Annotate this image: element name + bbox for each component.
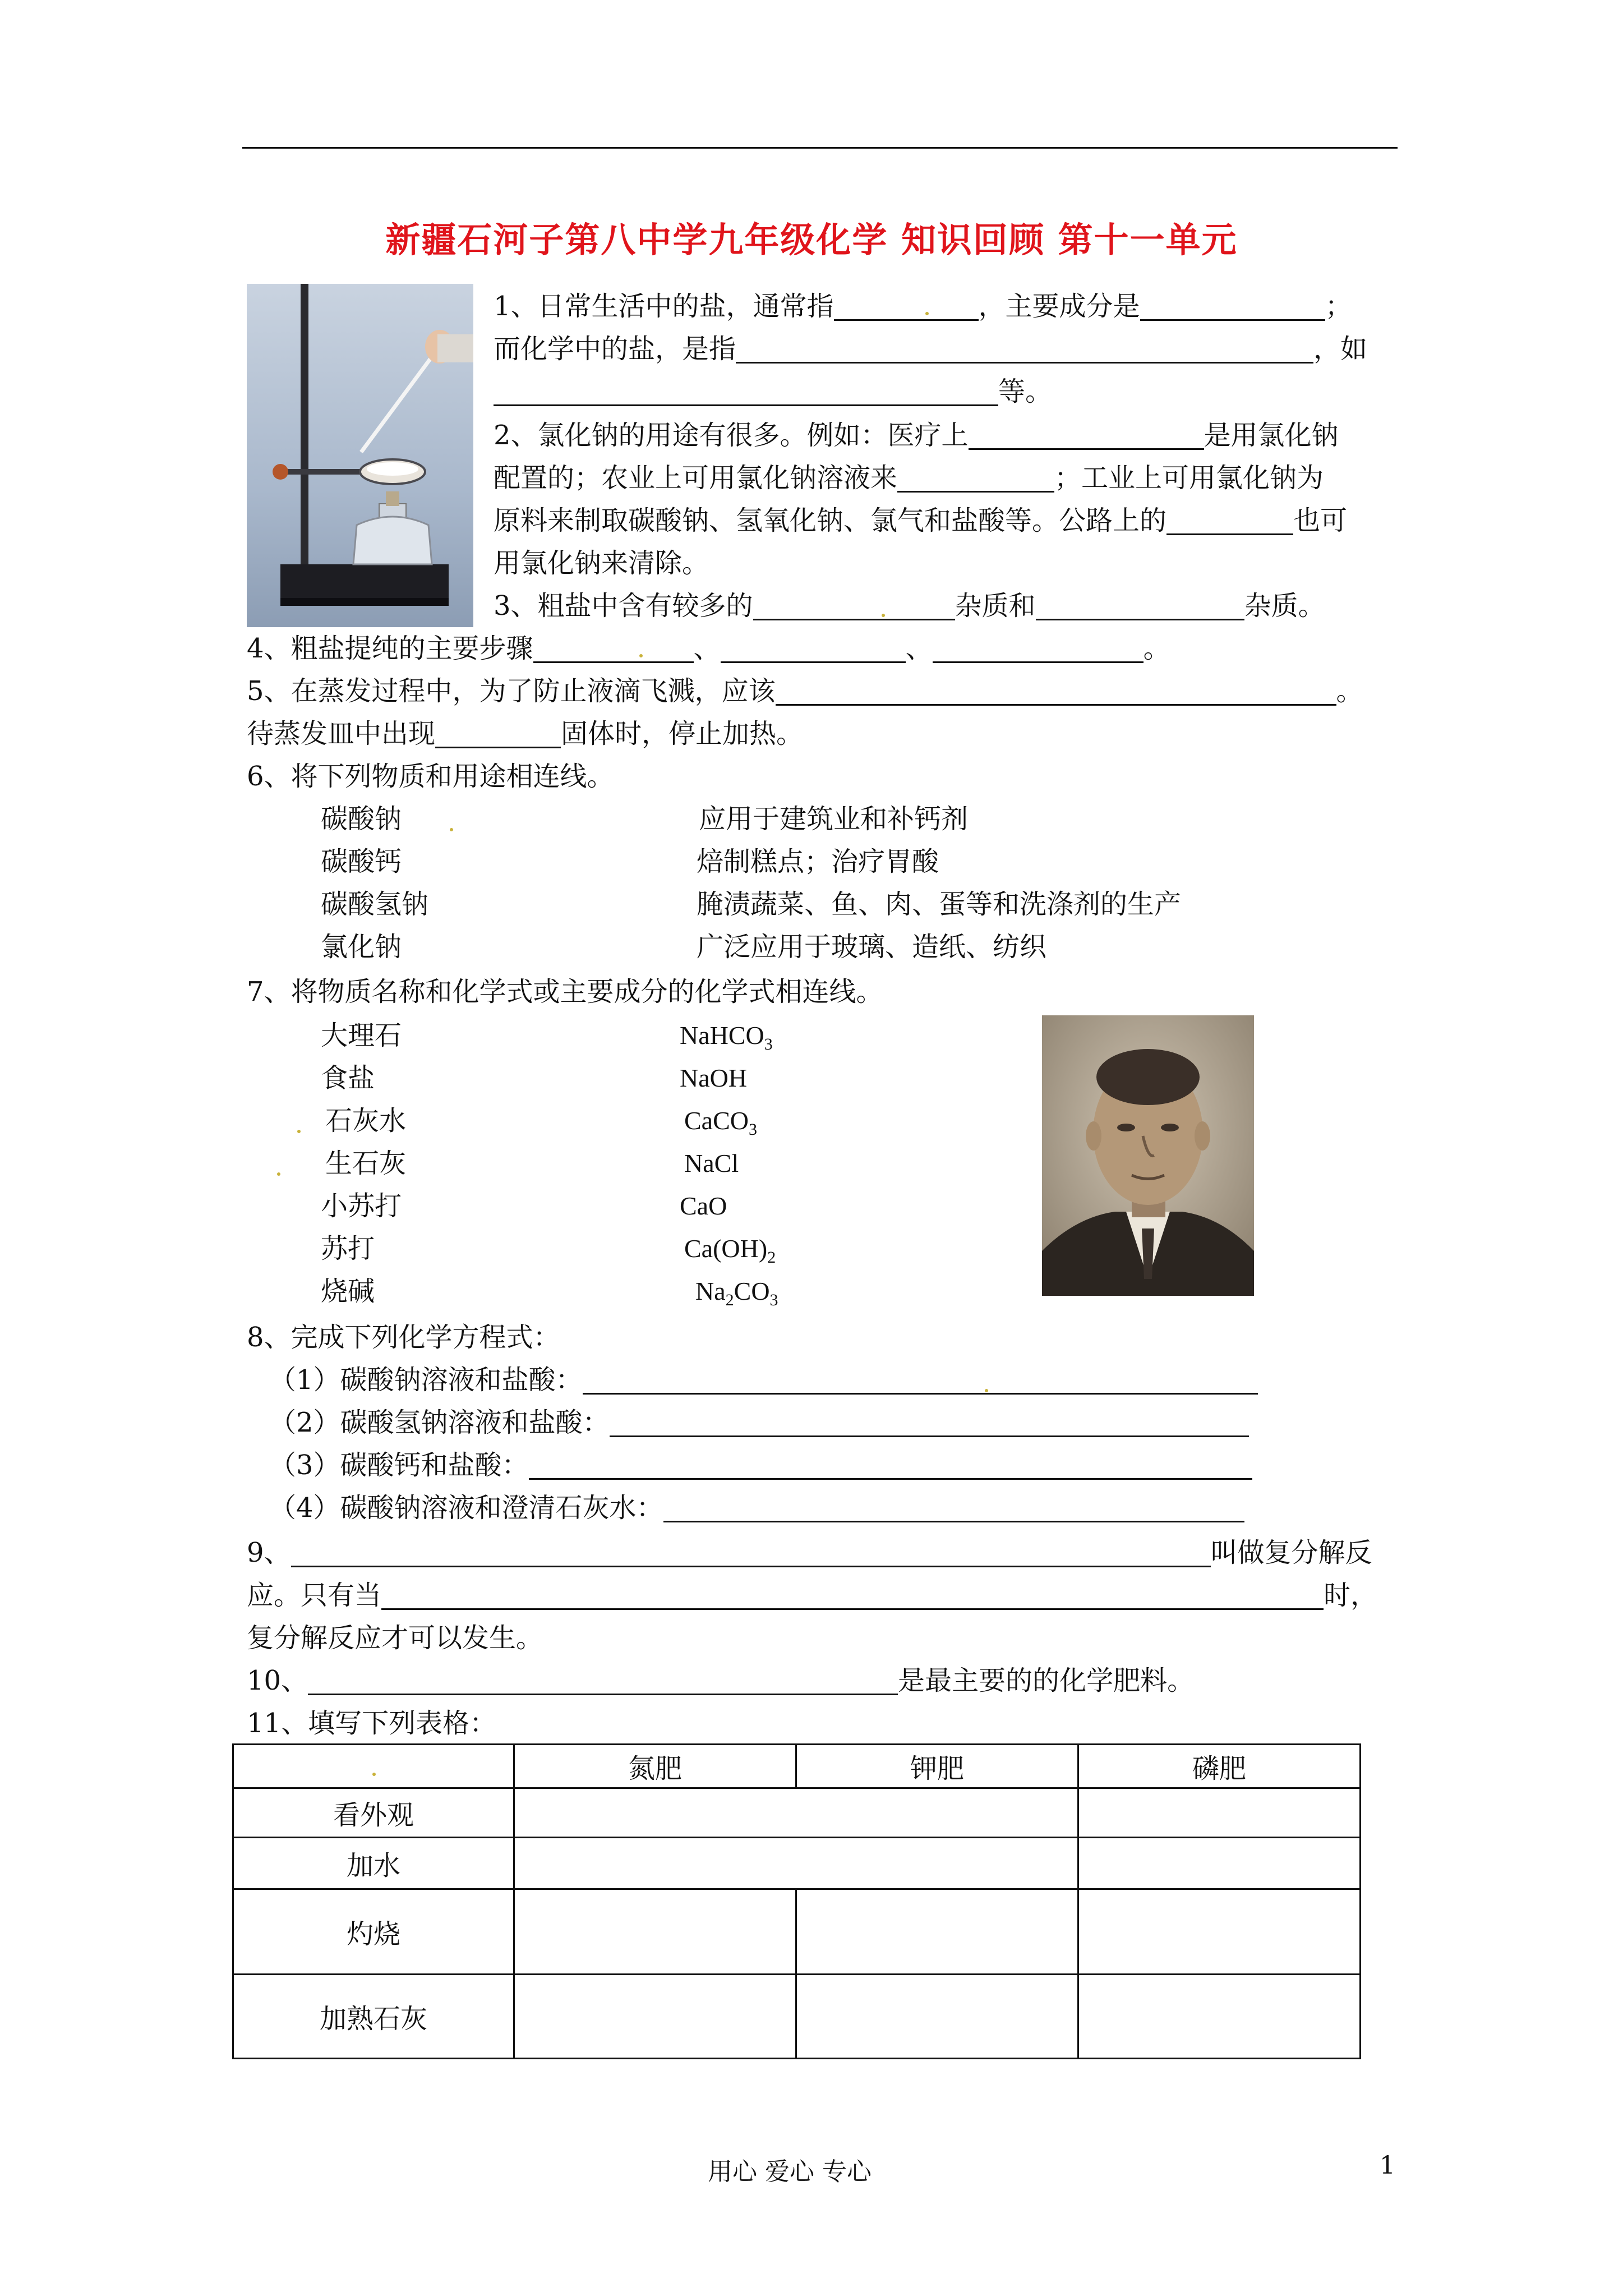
cell-water-n-k[interactable] bbox=[514, 1838, 1078, 1889]
q6-left-2: 碳酸钙 bbox=[321, 846, 402, 877]
q8-blank-4[interactable] bbox=[663, 1495, 1244, 1522]
q2-line-3 bbox=[494, 503, 1347, 539]
q2-blank-1[interactable] bbox=[969, 422, 1204, 450]
cell-lime-n[interactable] bbox=[514, 1975, 796, 2059]
q1-text-b: ，主要成分是 bbox=[978, 291, 1140, 322]
q6-right-1: 应用于建筑业和补钙剂 bbox=[699, 803, 969, 835]
q6-right-4: 广泛应用于玻璃、造纸、纺织 bbox=[697, 931, 1047, 963]
q7-name-4: 生石灰 bbox=[325, 1148, 407, 1179]
q9-line-2: 应。只有当 时， bbox=[247, 1580, 1378, 1611]
cell-lime-k[interactable] bbox=[796, 1975, 1078, 2059]
q4-blank-3[interactable] bbox=[933, 636, 1144, 663]
q4-blank-1[interactable] bbox=[533, 636, 694, 663]
evaporation-setup-image bbox=[247, 284, 473, 627]
cell-appearance-n-k[interactable] bbox=[514, 1788, 1078, 1838]
q1-blank-3[interactable] bbox=[736, 336, 1313, 364]
q1-blank-1[interactable] bbox=[834, 293, 979, 321]
q2-blank-2[interactable] bbox=[897, 465, 1054, 493]
q9-blank-2[interactable] bbox=[381, 1582, 1324, 1610]
q3-blank-2[interactable] bbox=[1036, 593, 1244, 620]
cell-burning-n[interactable] bbox=[514, 1889, 796, 1975]
q1-blank-4[interactable] bbox=[494, 379, 998, 406]
portrait-image bbox=[1042, 1015, 1254, 1296]
q7-heading: 7、将物质名称和化学式或主要成分的化学式相连线。 bbox=[247, 976, 883, 1007]
column-header-potassium: 钾肥 bbox=[796, 1745, 1078, 1788]
q3-blank-1[interactable] bbox=[753, 593, 955, 620]
q9-line-3: 复分解反应才可以发生。 bbox=[247, 1622, 543, 1654]
q2-text-b: 是用氯化钠 bbox=[1204, 420, 1339, 451]
q6-right-3: 腌渍蔬菜、鱼、肉、蛋等和洗涤剂的生产 bbox=[697, 889, 1182, 920]
q8-item-3: （3）碳酸钙和盐酸： bbox=[269, 1447, 1252, 1483]
q1-text-a: 1、日常生活中的盐，通常指 bbox=[494, 291, 834, 322]
q2-text-e: 原料来制取碳酸钠、氢氧化钠、氯气和盐酸等。公路上的 bbox=[494, 505, 1167, 536]
q7-name-2: 食盐 bbox=[321, 1062, 375, 1094]
q4-blank-2[interactable] bbox=[721, 636, 906, 663]
scan-dot bbox=[925, 312, 929, 315]
row-label-water: 加水 bbox=[233, 1838, 514, 1889]
q1-line-2 bbox=[494, 331, 1367, 367]
q9-blank-1[interactable] bbox=[291, 1540, 1211, 1567]
q8-item-4: （4）碳酸钠溶液和澄清石灰水： bbox=[269, 1490, 1244, 1526]
q6-right-2: 焙制糕点；治疗胃酸 bbox=[697, 846, 939, 877]
q5-text-d: 固体时，停止加热。 bbox=[561, 718, 804, 749]
q3-text-c: 杂质。 bbox=[1244, 590, 1325, 622]
q1-blank-2[interactable] bbox=[1140, 293, 1325, 321]
row-label-appearance: 看外观 bbox=[233, 1788, 514, 1838]
row-label-burning: 灼烧 bbox=[233, 1889, 514, 1975]
scan-dot bbox=[277, 1172, 280, 1176]
q2-line-2 bbox=[494, 460, 1324, 496]
q6-left-3: 碳酸氢钠 bbox=[321, 889, 429, 920]
q1-text-e: ，如 bbox=[1313, 333, 1368, 365]
table-corner-cell bbox=[233, 1745, 514, 1788]
cell-water-p[interactable] bbox=[1078, 1838, 1361, 1889]
q3-line bbox=[494, 588, 1325, 624]
column-header-nitrogen: 氮肥 bbox=[514, 1745, 796, 1788]
cell-lime-p[interactable] bbox=[1078, 1975, 1361, 2059]
q2-text-c: 配置的；农业上可用氯化钠溶液来 bbox=[494, 462, 898, 494]
row-label-slaked-lime: 加熟石灰 bbox=[233, 1975, 514, 2059]
q7-formula-6: $Ca(OH)_2$ bbox=[684, 1234, 776, 1267]
scientist-portrait-illustration bbox=[1042, 1015, 1254, 1296]
q11-heading: 11、填写下列表格： bbox=[247, 1708, 497, 1739]
page-number: 1 bbox=[1380, 2151, 1395, 2180]
q4-line bbox=[247, 631, 1170, 666]
q8-item-1: （1）碳酸钠溶液和盐酸： bbox=[269, 1362, 1258, 1398]
q5-text-b: 。 bbox=[1336, 675, 1363, 707]
q7-formula-7: $Na_2CO_3$ bbox=[695, 1277, 778, 1310]
cell-appearance-p[interactable] bbox=[1078, 1788, 1361, 1838]
q5-blank-2[interactable] bbox=[435, 721, 561, 748]
q10-blank[interactable] bbox=[308, 1668, 898, 1695]
q2-text-g: 用氯化钠来清除。 bbox=[494, 547, 709, 579]
q7-name-5: 小苏打 bbox=[321, 1190, 402, 1222]
q8-item-2: （2）碳酸氢钠溶液和盐酸： bbox=[269, 1405, 1249, 1441]
q7-formula-2: NaOH bbox=[680, 1064, 748, 1092]
q1-text-c: ； bbox=[1325, 291, 1352, 322]
q8-blank-1[interactable] bbox=[583, 1367, 1258, 1395]
q9-line-1: 9、 叫做复分解反 bbox=[247, 1537, 1372, 1568]
q7-name-7: 烧碱 bbox=[321, 1276, 375, 1307]
q7-name-3: 石灰水 bbox=[325, 1105, 407, 1137]
cell-burning-p[interactable] bbox=[1078, 1889, 1361, 1975]
q2-line-4 bbox=[494, 545, 709, 581]
q1-text-d: 而化学中的盐，是指 bbox=[494, 333, 736, 365]
q4-text-a: 4、粗盐提纯的主要步骤 bbox=[247, 633, 533, 664]
header-rule bbox=[242, 147, 1398, 149]
q1-line-3 bbox=[494, 374, 1052, 409]
q7-formula-5: CaO bbox=[680, 1191, 727, 1220]
scan-dot bbox=[297, 1130, 301, 1133]
q7-formula-4: NaCl bbox=[684, 1149, 739, 1177]
cell-burning-k[interactable] bbox=[796, 1889, 1078, 1975]
fertilizer-table bbox=[232, 1743, 1361, 2059]
q3-text-a: 3、粗盐中含有较多的 bbox=[494, 590, 753, 622]
scan-dot bbox=[372, 1773, 376, 1776]
q2-line-1 bbox=[494, 417, 1339, 453]
q6-heading: 6、将下列物质和用途相连线。 bbox=[247, 761, 614, 792]
q5-line-1 bbox=[247, 673, 1363, 709]
q1-line-1 bbox=[494, 288, 1352, 324]
q2-text-f: 也可 bbox=[1293, 505, 1348, 536]
q7-formula-3: CaCO$_3$ bbox=[684, 1106, 757, 1139]
q4-sep-1: 、 bbox=[693, 633, 721, 664]
q4-end: 。 bbox=[1143, 633, 1170, 664]
q10-line: 10、 是最主要的的化学肥料。 bbox=[247, 1665, 1195, 1696]
q6-left-1: 碳酸钠 bbox=[321, 803, 402, 835]
q7-name-1: 大理石 bbox=[321, 1020, 402, 1051]
q5-line-2 bbox=[247, 716, 803, 752]
q5-text-a: 5、在蒸发过程中，为了防止液滴飞溅，应该 bbox=[247, 675, 776, 707]
q1-text-f: 等。 bbox=[998, 376, 1053, 407]
scan-dot bbox=[450, 828, 453, 831]
q3-text-b: 杂质和 bbox=[955, 590, 1036, 622]
scan-dot bbox=[882, 614, 885, 617]
q4-sep-2: 、 bbox=[905, 633, 933, 664]
q8-blank-2[interactable] bbox=[610, 1410, 1249, 1437]
q7-formula-1: NaHCO$_3$ bbox=[680, 1021, 773, 1054]
q8-heading: 8、完成下列化学方程式： bbox=[247, 1322, 560, 1353]
evaporation-setup-illustration bbox=[247, 284, 473, 627]
q5-text-c: 待蒸发皿中出现 bbox=[247, 718, 436, 749]
q6-left-4: 氯化钠 bbox=[321, 931, 402, 963]
q5-blank-1[interactable] bbox=[776, 678, 1336, 706]
q2-text-d: ；工业上可用氯化钠为 bbox=[1054, 462, 1324, 494]
footer-motto: 用心 爱心 专心 bbox=[708, 2157, 872, 2186]
column-header-phosphorus: 磷肥 bbox=[1078, 1745, 1361, 1788]
scan-dot bbox=[639, 654, 643, 657]
scan-dot bbox=[985, 1389, 988, 1392]
page-title: 新疆石河子第八中学九年级化学 知识回顾 第十一单元 bbox=[385, 219, 1238, 260]
q2-text-a: 2、氯化钠的用途有很多。例如：医疗上 bbox=[494, 420, 969, 451]
q2-blank-3[interactable] bbox=[1166, 508, 1293, 535]
q8-blank-3[interactable] bbox=[529, 1452, 1252, 1480]
q7-name-6: 苏打 bbox=[321, 1233, 375, 1264]
